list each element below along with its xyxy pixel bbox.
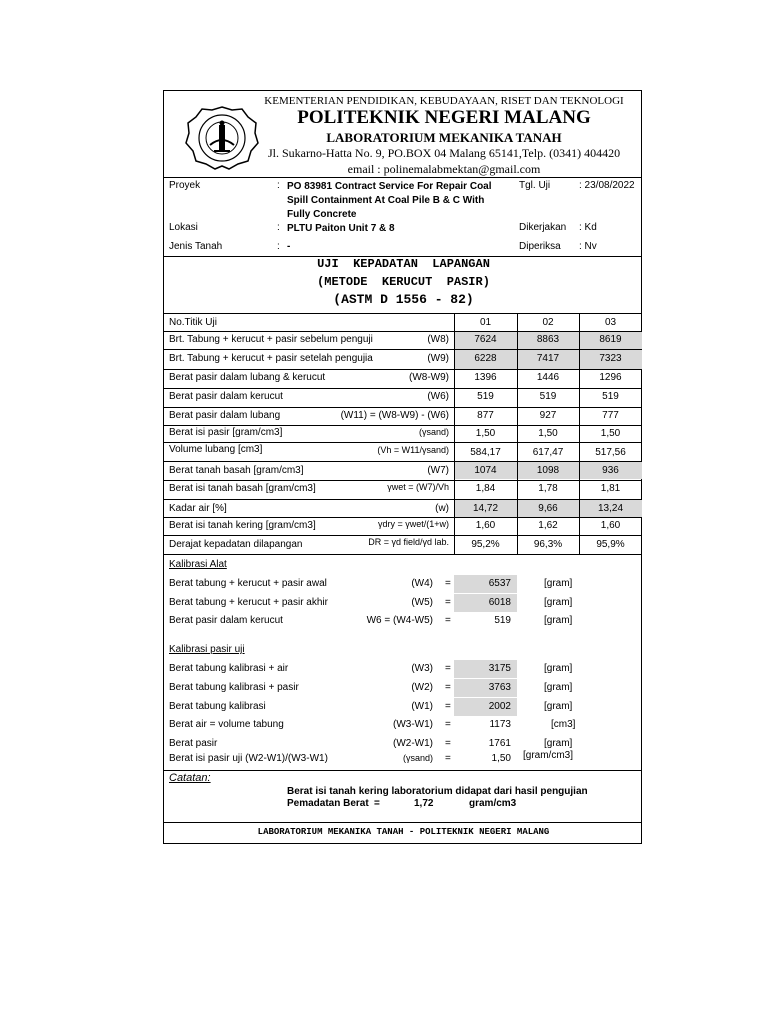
diperiksa-value: : Nv	[579, 241, 597, 252]
kalibrasi-alat-label: Berat tabung + kerucut + pasir akhir	[169, 597, 328, 608]
table-row-label: Berat isi pasir [gram/cm3]	[169, 427, 283, 438]
table-row-formula: (W8)	[427, 334, 449, 345]
table-cell: 584,17	[470, 447, 501, 458]
table-cell: 95,9%	[596, 539, 625, 550]
colon: :	[277, 241, 280, 252]
table-header-col: 01	[479, 317, 492, 328]
notes-line2-eq: =	[374, 798, 380, 809]
table-row-label: Volume lubang [cm3]	[169, 444, 263, 455]
jenis-tanah-label: Jenis Tanah	[169, 241, 223, 252]
kalibrasi-pasir-eq: =	[445, 663, 451, 674]
kalibrasi-alat-label: Berat tabung + kerucut + pasir awal	[169, 578, 327, 589]
kalibrasi-pasir-label: Berat isi pasir uji (W2-W1)/(W3-W1)	[169, 753, 328, 764]
test-title-line3: (ASTM D 1556 - 82)	[333, 292, 474, 307]
notes-title: Catatan:	[169, 772, 211, 784]
table-row-formula: γdry = γwet/(1+w)	[377, 519, 449, 529]
kalibrasi-pasir-value: 1,50	[491, 753, 511, 764]
table-cell: 519	[602, 391, 619, 402]
kalibrasi-pasir-unit: [gram]	[544, 738, 573, 749]
table-header-label: No.Titik Uji	[169, 317, 217, 328]
table-row-label: Kadar air [%]	[169, 503, 227, 514]
table-cell: 8619	[599, 334, 622, 345]
table-cell: 1296	[599, 372, 622, 383]
proyek-value-line2: Spill Containment At Coal Pile B & C With	[287, 195, 485, 206]
kalibrasi-pasir-label: Berat tabung kalibrasi + pasir	[169, 682, 299, 693]
kalibrasi-pasir-label: Berat tabung kalibrasi + air	[169, 663, 289, 674]
header-divider	[164, 177, 641, 178]
kalibrasi-pasir-unit: [gram]	[544, 701, 573, 712]
kalibrasi-alat-label: Berat pasir dalam kerucut	[169, 615, 283, 626]
kalibrasi-pasir-formula: (W3)	[411, 663, 433, 674]
table-cell: 13,24	[597, 503, 624, 514]
kalibrasi-pasir-value: 2002	[488, 701, 511, 712]
row-line	[164, 407, 641, 408]
lokasi-value: PLTU Paiton Unit 7 & 8	[287, 223, 395, 234]
kalibrasi-pasir-formula: (γsand)	[402, 753, 433, 763]
table-cell: 1,84	[475, 483, 496, 494]
row-line	[164, 461, 641, 462]
kalibrasi-pasir-value: 1173	[489, 719, 511, 730]
row-line	[164, 499, 641, 500]
kalibrasi-pasir-title: Kalibrasi pasir uji	[169, 644, 245, 655]
tgl-uji-value: : 23/08/2022	[579, 180, 635, 191]
kalibrasi-pasir-value: 3763	[488, 682, 511, 693]
row-line	[164, 388, 641, 389]
kalibrasi-pasir-eq: =	[445, 682, 451, 693]
table-row-formula: DR = γd field/γd lab.	[368, 537, 449, 547]
table-cell: 617,47	[532, 447, 564, 458]
table-row-label: Berat pasir dalam kerucut	[169, 391, 283, 402]
table-cell: 95,2%	[471, 539, 500, 550]
table-cell: 927	[539, 410, 557, 421]
table-cell: 1,50	[538, 428, 558, 439]
table-cell: 1,60	[475, 520, 496, 531]
kalibrasi-pasir-label: Berat air = volume tabung	[169, 719, 284, 730]
proyek-value-line1: PO 83981 Contract Service For Repair Coal	[287, 181, 492, 192]
kalibrasi-alat-value: 6018	[488, 597, 511, 608]
table-row-formula: (W6)	[427, 391, 449, 402]
table-row-formula: (Vh = W11/γsand)	[377, 445, 449, 455]
kalibrasi-alat-value: 519	[494, 615, 511, 626]
row-line	[164, 517, 641, 518]
institution-name: POLITEKNIK NEGERI MALANG	[297, 107, 591, 128]
dikerjakan-value: : Kd	[579, 222, 597, 233]
table-cell: 777	[602, 410, 619, 421]
kalibrasi-pasir-formula: (W2)	[411, 682, 433, 693]
table-row-label: Berat isi tanah basah [gram/cm3]	[169, 483, 316, 494]
table-cell: 1098	[536, 465, 560, 476]
table-row-formula: (γsand)	[418, 427, 449, 437]
row-line	[164, 480, 641, 481]
kalibrasi-alat-formula: W6 = (W4-W5)	[366, 615, 433, 626]
colon: :	[277, 222, 280, 233]
row-line	[164, 535, 641, 536]
table-row-label: Derajat kepadatan dilapangan	[169, 539, 303, 550]
notes-line2-label: Pemadatan Berat	[287, 798, 369, 809]
kalibrasi-pasir-unit: [cm3]	[551, 719, 576, 730]
row-line	[164, 425, 641, 426]
table-cell: 1396	[474, 372, 497, 383]
kalibrasi-alat-eq: =	[445, 578, 451, 589]
table-cell: 1,78	[538, 483, 558, 494]
address: Jl. Sukarno-Hatta No. 9, PO.BOX 04 Malang 65141,Telp. (0341) 404420	[267, 146, 621, 160]
table-cell: 877	[477, 410, 494, 421]
table-cell: 9,66	[538, 503, 558, 514]
table-cell: 519	[539, 391, 557, 402]
footer-text: LABORATORIUM MEKANIKA TANAH - POLITEKNIK NEGERI MALANG	[257, 827, 550, 837]
kalibrasi-pasir-value: 3175	[488, 663, 511, 674]
diperiksa-label: Diperiksa	[519, 241, 561, 252]
tgl-uji-label: Tgl. Uji	[519, 180, 551, 191]
kalibrasi-pasir-label: Berat tabung kalibrasi	[169, 701, 266, 712]
table-cell: 7323	[599, 353, 622, 364]
row-line	[164, 331, 641, 332]
table-cell: 1,50	[475, 428, 496, 439]
kalibrasi-pasir-formula: (W3-W1)	[393, 719, 433, 730]
colon: :	[277, 180, 280, 191]
proyek-value-line3: Fully Concrete	[287, 209, 357, 220]
dikerjakan-label: Dikerjakan	[519, 222, 567, 233]
kalibrasi-pasir-eq: =	[445, 719, 451, 730]
kalibrasi-pasir-eq: =	[445, 738, 451, 749]
table-cell: 936	[602, 465, 619, 476]
notes-divider	[164, 770, 641, 771]
kalibrasi-pasir-formula: (W2-W1)	[393, 738, 433, 749]
proyek-label: Proyek	[169, 180, 201, 191]
table-cell: 14,72	[472, 503, 499, 514]
table-cell: 1,50	[600, 428, 621, 439]
kalibrasi-pasir-unit: [gram]	[544, 663, 573, 674]
table-cell: 519	[477, 391, 494, 402]
kalibrasi-pasir-label: Berat pasir	[169, 738, 218, 749]
kalibrasi-pasir-unit: [gram/cm3]	[523, 750, 574, 761]
table-row-label: Berat pasir dalam lubang	[169, 410, 281, 421]
table-cell: 96,3%	[533, 539, 563, 550]
table-cell: 1,60	[600, 520, 621, 531]
table-header-col: 03	[604, 317, 617, 328]
table-row-formula: (W7)	[427, 465, 449, 476]
kalibrasi-pasir-value: 1761	[488, 738, 511, 749]
kalibrasi-alat-value: 6537	[488, 578, 511, 589]
laboratory-name: LABORATORIUM MEKANIKA TANAH	[326, 130, 562, 145]
kalibrasi-alat-title: Kalibrasi Alat	[169, 559, 227, 570]
title-divider	[164, 313, 641, 314]
kalibrasi-alat-formula: (W5)	[411, 597, 433, 608]
kalibrasi-alat-eq: =	[445, 597, 451, 608]
kalibrasi-pasir-eq: =	[445, 701, 451, 712]
kalibrasi-alat-formula: (W4)	[411, 578, 433, 589]
row-line	[164, 369, 641, 370]
row-line	[164, 442, 641, 443]
kalibrasi-alat-unit: [gram]	[544, 578, 573, 589]
table-cell: 8863	[536, 334, 560, 345]
table-header-col: 02	[542, 317, 554, 328]
table-row-formula: (W8-W9)	[409, 372, 449, 383]
table-row-label: Berat isi tanah kering [gram/cm3]	[169, 520, 316, 531]
table-row-formula: (w)	[435, 503, 449, 514]
row-line	[164, 349, 641, 350]
table-cell: 1074	[474, 465, 497, 476]
notes-line2-unit: gram/cm3	[469, 798, 517, 809]
table-cell: 7624	[474, 334, 497, 345]
kalibrasi-pasir-unit: [gram]	[544, 682, 573, 693]
table-row-label: Berat tanah basah [gram/cm3]	[169, 465, 304, 476]
jenis-tanah-value: -	[287, 241, 291, 252]
kalibrasi-alat-unit: [gram]	[544, 597, 573, 608]
email: email : polinemalabmektan@gmail.com	[347, 162, 541, 176]
kalibrasi-alat-eq: =	[445, 615, 451, 626]
table-cell: 1,62	[538, 520, 558, 531]
table-row-formula: (W11) = (W8-W9) - (W6)	[340, 410, 449, 421]
test-report-sheet	[163, 90, 642, 844]
footer-divider-top	[164, 822, 641, 823]
lokasi-label: Lokasi	[169, 222, 198, 233]
table-row-label: Brt. Tabung + kerucut + pasir setelah pengujia	[169, 353, 373, 364]
table-cell: 517,56	[595, 447, 626, 458]
row-line	[164, 554, 641, 555]
table-row-formula: γwet = (W7)/Vh	[387, 482, 449, 492]
table-cell: 1446	[536, 372, 560, 383]
kalibrasi-pasir-eq: =	[445, 753, 451, 764]
kalibrasi-pasir-formula: (W1)	[411, 701, 433, 712]
kalibrasi-alat-unit: [gram]	[544, 615, 573, 626]
table-row-label: Berat pasir dalam lubang & kerucut	[169, 372, 326, 383]
table-row-formula: (W9)	[427, 353, 449, 364]
notes-line1: Berat isi tanah kering laboratorium didapat dari hasil pengujian	[287, 786, 588, 797]
notes-line2-value: 1,72	[414, 798, 434, 809]
ministry-name: KEMENTERIAN PENDIDIKAN, KEBUDAYAAN, RISET DAN TEKNOLOGI	[264, 95, 624, 107]
test-title-line2: (METODE KERUCUT PASIR)	[317, 275, 490, 289]
table-cell: 6228	[474, 353, 497, 364]
test-title-line1: UJI KEPADATAN LAPANGAN	[317, 257, 490, 271]
table-row-label: Brt. Tabung + kerucut + pasir sebelum penguji	[169, 334, 373, 345]
table-cell: 1,81	[600, 483, 621, 494]
table-cell: 7417	[536, 353, 560, 364]
